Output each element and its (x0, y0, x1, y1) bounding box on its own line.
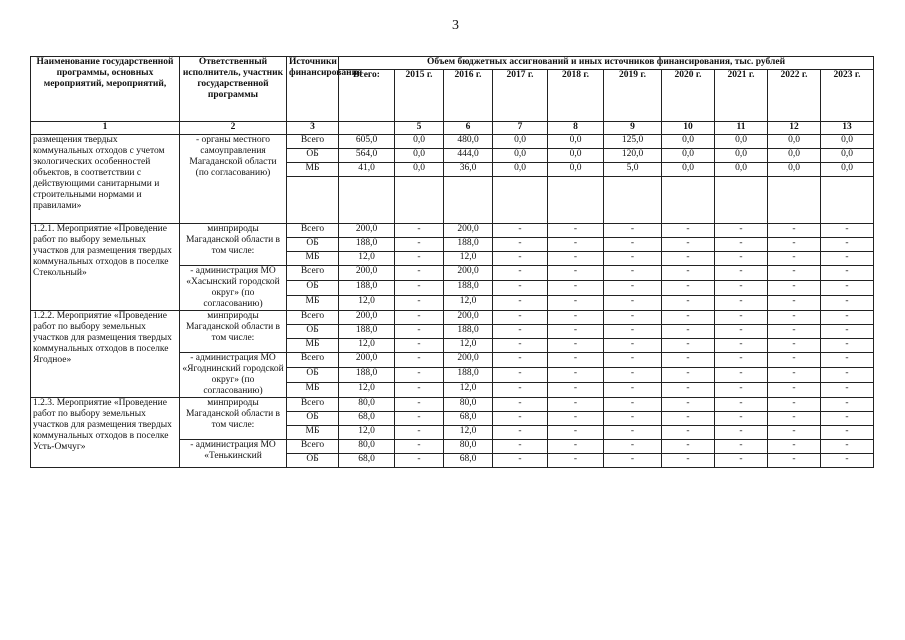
amount-cell: - (395, 353, 444, 368)
column-index-row (31, 122, 874, 135)
amount-cell: - (604, 353, 662, 368)
amount-cell: 0,0 (548, 149, 604, 163)
funding-source: Всего (287, 311, 339, 325)
year-header: 2017 г. (493, 70, 548, 122)
amount-cell: - (604, 339, 662, 353)
amount-cell: 125,0 (604, 135, 662, 149)
amount-cell: 200,0 (339, 224, 395, 238)
amount-cell: 200,0 (339, 311, 395, 325)
amount-cell: - (662, 383, 715, 398)
funding-source: Всего (287, 353, 339, 368)
amount-cell: - (493, 368, 548, 383)
amount-cell: - (395, 339, 444, 353)
funding-source: МБ (287, 426, 339, 440)
amount-cell: 200,0 (444, 353, 493, 368)
amount-cell: 12,0 (339, 252, 395, 266)
amount-cell: - (715, 398, 768, 412)
amount-cell: - (548, 454, 604, 468)
empty-cell (548, 177, 604, 224)
funding-source: ОБ (287, 238, 339, 252)
amount-cell: - (548, 398, 604, 412)
amount-cell: - (821, 224, 874, 238)
amount-cell: - (821, 252, 874, 266)
funding-source: МБ (287, 383, 339, 398)
funding-source: МБ (287, 339, 339, 353)
amount-cell: 200,0 (444, 224, 493, 238)
amount-cell: 0,0 (395, 163, 444, 177)
amount-cell: 0,0 (548, 135, 604, 149)
amount-cell: - (395, 440, 444, 454)
amount-cell: 0,0 (768, 135, 821, 149)
funding-source: ОБ (287, 281, 339, 296)
amount-cell: - (821, 281, 874, 296)
header-volume: Объем бюджетных ассигнований и иных источников финансирования, тыс. рублей (339, 57, 874, 70)
executor-name: минприроды Магаданской области в том числе: (180, 398, 287, 440)
amount-cell: - (604, 325, 662, 339)
amount-cell: 12,0 (444, 252, 493, 266)
amount-cell: 188,0 (339, 281, 395, 296)
amount-cell: 12,0 (444, 296, 493, 311)
funding-source: Всего (287, 224, 339, 238)
amount-cell: - (493, 412, 548, 426)
amount-cell: 0,0 (493, 163, 548, 177)
amount-cell: - (821, 339, 874, 353)
amount-cell: - (548, 281, 604, 296)
table-row (31, 311, 874, 325)
amount-cell: - (821, 398, 874, 412)
amount-cell: 0,0 (395, 135, 444, 149)
column-index: 2 (180, 122, 287, 135)
amount-cell: - (493, 398, 548, 412)
amount-cell: - (715, 325, 768, 339)
program-name: размещения твердых коммунальных отходов с учетом экологических особенностей объектов, в соответствии с действующими санитарными и строительными нормами и правилами» (31, 135, 180, 224)
amount-cell: 0,0 (493, 135, 548, 149)
amount-cell: - (604, 368, 662, 383)
year-header: 2023 г. (821, 70, 874, 122)
amount-cell: 188,0 (339, 238, 395, 252)
amount-cell: 0,0 (395, 149, 444, 163)
amount-cell: - (662, 339, 715, 353)
amount-cell: - (395, 412, 444, 426)
amount-cell: 0,0 (493, 149, 548, 163)
empty-cell (768, 177, 821, 224)
header-source: Источники финансирования (287, 57, 339, 122)
amount-cell: - (604, 398, 662, 412)
amount-cell: - (395, 398, 444, 412)
amount-cell: - (395, 281, 444, 296)
amount-cell: - (821, 266, 874, 281)
amount-cell: 564,0 (339, 149, 395, 163)
amount-cell: - (548, 252, 604, 266)
amount-cell: 80,0 (444, 398, 493, 412)
amount-cell: - (821, 238, 874, 252)
amount-cell: - (662, 325, 715, 339)
amount-cell: - (493, 440, 548, 454)
amount-cell: - (715, 454, 768, 468)
amount-cell: - (548, 238, 604, 252)
amount-cell: 12,0 (339, 296, 395, 311)
amount-cell: - (548, 368, 604, 383)
amount-cell: 5,0 (604, 163, 662, 177)
amount-cell: - (715, 353, 768, 368)
table-row (31, 398, 874, 412)
amount-cell: 188,0 (339, 325, 395, 339)
amount-cell: - (395, 238, 444, 252)
executor-name: - администрация МО «Ягоднинский городской округ» (по согласованию) (180, 353, 287, 398)
amount-cell: - (493, 238, 548, 252)
amount-cell: - (768, 454, 821, 468)
amount-cell: - (395, 296, 444, 311)
amount-cell: - (662, 368, 715, 383)
amount-cell: - (768, 252, 821, 266)
column-index: 10 (662, 122, 715, 135)
program-name: 1.2.1. Мероприятие «Проведение работ по выбору земельных участков для размещения твердых коммунальных отходов в поселке Стекольный» (31, 224, 180, 311)
funding-source: ОБ (287, 325, 339, 339)
amount-cell: - (821, 383, 874, 398)
amount-cell: - (395, 266, 444, 281)
amount-cell: 80,0 (444, 440, 493, 454)
amount-cell: 188,0 (444, 281, 493, 296)
amount-cell: - (821, 368, 874, 383)
amount-cell: - (662, 238, 715, 252)
amount-cell: - (768, 368, 821, 383)
amount-cell: 0,0 (715, 149, 768, 163)
amount-cell: - (493, 311, 548, 325)
amount-cell: 188,0 (444, 368, 493, 383)
column-index (339, 122, 395, 135)
amount-cell: 12,0 (339, 426, 395, 440)
amount-cell: - (548, 224, 604, 238)
program-name: 1.2.3. Мероприятие «Проведение работ по выбору земельных участков для размещения твердых коммунальных отходов в поселке Усть-Омчуг» (31, 398, 180, 468)
funding-source: МБ (287, 296, 339, 311)
column-index: 8 (548, 122, 604, 135)
amount-cell: - (395, 252, 444, 266)
amount-cell: - (493, 325, 548, 339)
amount-cell: - (662, 412, 715, 426)
amount-cell: 605,0 (339, 135, 395, 149)
amount-cell: - (548, 426, 604, 440)
amount-cell: 0,0 (662, 163, 715, 177)
amount-cell: - (662, 454, 715, 468)
amount-cell: 68,0 (444, 454, 493, 468)
amount-cell: - (604, 238, 662, 252)
amount-cell: 0,0 (662, 135, 715, 149)
amount-cell: - (715, 266, 768, 281)
column-index: 1 (31, 122, 180, 135)
amount-cell: - (604, 252, 662, 266)
funding-source: МБ (287, 163, 339, 177)
funding-source: МБ (287, 252, 339, 266)
amount-cell: - (604, 296, 662, 311)
column-index: 12 (768, 122, 821, 135)
amount-cell: 120,0 (604, 149, 662, 163)
year-header: 2015 г. (395, 70, 444, 122)
amount-cell: - (662, 311, 715, 325)
budget-table (30, 56, 874, 468)
amount-cell: - (548, 383, 604, 398)
amount-cell: - (662, 353, 715, 368)
funding-source: Всего (287, 135, 339, 149)
amount-cell: - (768, 281, 821, 296)
amount-cell: 12,0 (444, 383, 493, 398)
column-index: 6 (444, 122, 493, 135)
funding-source: ОБ (287, 149, 339, 163)
amount-cell: 0,0 (821, 135, 874, 149)
amount-cell: 188,0 (339, 368, 395, 383)
amount-cell: - (604, 383, 662, 398)
year-header: 2019 г. (604, 70, 662, 122)
empty-cell (444, 177, 493, 224)
amount-cell: 200,0 (339, 353, 395, 368)
amount-cell: 0,0 (715, 163, 768, 177)
table-row (31, 135, 874, 149)
amount-cell: - (821, 353, 874, 368)
amount-cell: - (493, 296, 548, 311)
amount-cell: - (662, 252, 715, 266)
amount-cell: - (604, 412, 662, 426)
amount-cell: 188,0 (444, 238, 493, 252)
funding-source: ОБ (287, 412, 339, 426)
empty-cell (395, 177, 444, 224)
amount-cell: - (715, 426, 768, 440)
amount-cell: - (662, 281, 715, 296)
amount-cell: 0,0 (821, 149, 874, 163)
amount-cell: - (768, 325, 821, 339)
amount-cell: - (548, 339, 604, 353)
amount-cell: - (821, 412, 874, 426)
amount-cell: 80,0 (339, 440, 395, 454)
amount-cell: - (821, 325, 874, 339)
header-name: Наименование государственной программы, основных мероприятий, мероприятий, (31, 57, 180, 122)
amount-cell: 480,0 (444, 135, 493, 149)
amount-cell: - (548, 296, 604, 311)
year-header: 2021 г. (715, 70, 768, 122)
amount-cell: 68,0 (444, 412, 493, 426)
amount-cell: - (768, 296, 821, 311)
column-index: 3 (287, 122, 339, 135)
column-index: 5 (395, 122, 444, 135)
amount-cell: - (768, 224, 821, 238)
amount-cell: - (768, 412, 821, 426)
amount-cell: - (768, 353, 821, 368)
table-row (31, 224, 874, 238)
amount-cell: - (395, 454, 444, 468)
executor-name: минприроды Магаданской области в том числе: (180, 311, 287, 353)
amount-cell: - (768, 238, 821, 252)
funding-source: ОБ (287, 368, 339, 383)
amount-cell: - (715, 368, 768, 383)
column-index: 13 (821, 122, 874, 135)
amount-cell: 80,0 (339, 398, 395, 412)
year-header: 2022 г. (768, 70, 821, 122)
page-number: 3 (452, 18, 459, 33)
amount-cell: - (604, 281, 662, 296)
empty-cell (821, 177, 874, 224)
amount-cell: 188,0 (444, 325, 493, 339)
amount-cell: 200,0 (339, 266, 395, 281)
amount-cell: 41,0 (339, 163, 395, 177)
amount-cell: 12,0 (444, 426, 493, 440)
amount-cell: 200,0 (444, 266, 493, 281)
amount-cell: - (493, 426, 548, 440)
empty-cell (493, 177, 548, 224)
amount-cell: - (395, 325, 444, 339)
amount-cell: 68,0 (339, 412, 395, 426)
amount-cell: 68,0 (339, 454, 395, 468)
amount-cell: - (604, 224, 662, 238)
amount-cell: - (715, 383, 768, 398)
amount-cell: - (662, 266, 715, 281)
funding-source: Всего (287, 398, 339, 412)
amount-cell: - (768, 426, 821, 440)
empty-cell (604, 177, 662, 224)
amount-cell: - (715, 252, 768, 266)
amount-cell: - (604, 311, 662, 325)
funding-source: Всего (287, 266, 339, 281)
amount-cell: - (548, 266, 604, 281)
amount-cell: - (604, 266, 662, 281)
year-header: 2020 г. (662, 70, 715, 122)
amount-cell: - (493, 266, 548, 281)
amount-cell: - (548, 325, 604, 339)
amount-cell: - (715, 281, 768, 296)
amount-cell: 12,0 (339, 339, 395, 353)
amount-cell: - (395, 224, 444, 238)
executor-name: - администрация МО «Хасынский городской округ» (по согласованию) (180, 266, 287, 311)
amount-cell: 36,0 (444, 163, 493, 177)
amount-cell: - (604, 454, 662, 468)
amount-cell: - (395, 311, 444, 325)
amount-cell: - (493, 339, 548, 353)
amount-cell: 0,0 (662, 149, 715, 163)
empty-cell (339, 177, 395, 224)
amount-cell: 0,0 (548, 163, 604, 177)
amount-cell: - (604, 426, 662, 440)
amount-cell: - (493, 353, 548, 368)
amount-cell: - (715, 412, 768, 426)
amount-cell: - (768, 383, 821, 398)
amount-cell: - (768, 440, 821, 454)
amount-cell: - (548, 440, 604, 454)
amount-cell: - (768, 311, 821, 325)
column-index: 9 (604, 122, 662, 135)
amount-cell: - (548, 353, 604, 368)
executor-name: - органы местного самоуправления Магаданской области (по согласованию) (180, 135, 287, 224)
amount-cell: 200,0 (444, 311, 493, 325)
amount-cell: 0,0 (768, 163, 821, 177)
funding-source: Всего (287, 440, 339, 454)
year-header: Всего: (339, 70, 395, 122)
executor-name: минприроды Магаданской области в том числе: (180, 224, 287, 266)
amount-cell: - (662, 426, 715, 440)
amount-cell: - (395, 426, 444, 440)
amount-cell: - (493, 281, 548, 296)
amount-cell: - (821, 311, 874, 325)
amount-cell: - (768, 398, 821, 412)
empty-cell (287, 177, 339, 224)
amount-cell: - (715, 224, 768, 238)
amount-cell: 0,0 (768, 149, 821, 163)
amount-cell: - (493, 454, 548, 468)
amount-cell: - (821, 296, 874, 311)
amount-cell: 12,0 (444, 339, 493, 353)
amount-cell: - (493, 252, 548, 266)
amount-cell: - (715, 238, 768, 252)
amount-cell: - (662, 398, 715, 412)
amount-cell: - (662, 440, 715, 454)
amount-cell: - (768, 339, 821, 353)
amount-cell: - (493, 383, 548, 398)
header-executor: Ответственный исполнитель, участник государственной программы (180, 57, 287, 122)
amount-cell: 0,0 (821, 163, 874, 177)
amount-cell: - (715, 440, 768, 454)
funding-source: ОБ (287, 454, 339, 468)
amount-cell: - (395, 383, 444, 398)
program-name: 1.2.2. Мероприятие «Проведение работ по выбору земельных участков для размещения твердых коммунальных отходов в поселке Ягодное» (31, 311, 180, 398)
amount-cell: - (493, 224, 548, 238)
amount-cell: - (715, 296, 768, 311)
amount-cell: - (662, 296, 715, 311)
amount-cell: - (395, 368, 444, 383)
amount-cell: 444,0 (444, 149, 493, 163)
amount-cell: 12,0 (339, 383, 395, 398)
column-index: 11 (715, 122, 768, 135)
column-index: 7 (493, 122, 548, 135)
year-header: 2016 г. (444, 70, 493, 122)
amount-cell: - (548, 311, 604, 325)
amount-cell: - (604, 440, 662, 454)
amount-cell: - (821, 426, 874, 440)
amount-cell: - (821, 440, 874, 454)
amount-cell: - (768, 266, 821, 281)
amount-cell: - (548, 412, 604, 426)
amount-cell: - (662, 224, 715, 238)
amount-cell: - (715, 339, 768, 353)
amount-cell: 0,0 (715, 135, 768, 149)
empty-cell (715, 177, 768, 224)
amount-cell: - (715, 311, 768, 325)
amount-cell: - (821, 454, 874, 468)
executor-name: - администрация МО «Тенькинский (180, 440, 287, 468)
year-header: 2018 г. (548, 70, 604, 122)
empty-cell (662, 177, 715, 224)
